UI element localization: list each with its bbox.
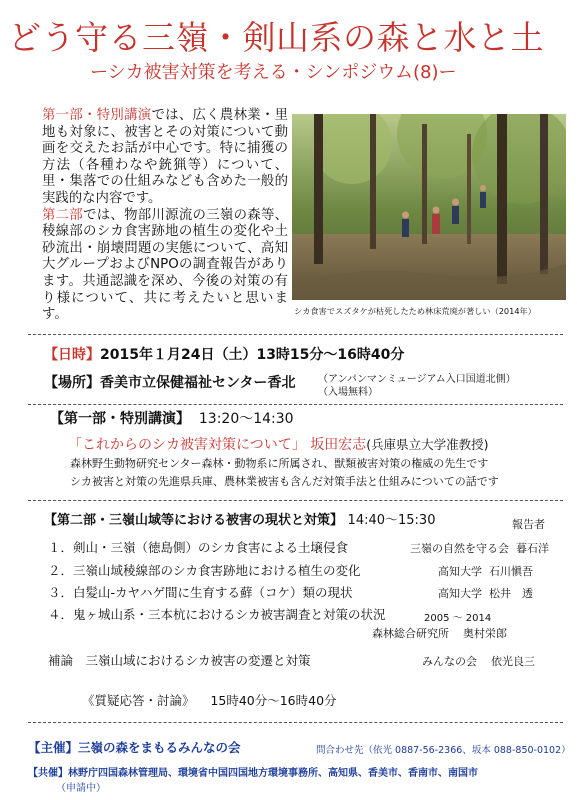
divider [28, 500, 563, 501]
part2-item-2 [48, 563, 361, 579]
forest-photo [292, 114, 566, 300]
part2-item-4-org [372, 627, 507, 641]
part1-speaker: 坂田宏志 [310, 437, 367, 453]
photo-caption: シカ食害でスズタケが枯死したため林床荒廃が著しい（2014年） [294, 306, 536, 316]
reporter-name: 依光良三 [491, 655, 535, 668]
place-note-landmark: （アンパンマンミュージアム入口国道北側） [318, 374, 516, 385]
contact-info: 問合わせ先（依光 0887-56-2366、坂本 088-850-0102） [316, 745, 571, 756]
part1-desc-2: シカ被害と対策の先進県兵庫、農林業被害も含んだ対策手法と仕組みについての話です [70, 475, 499, 488]
part1-desc-1: 森林野生動物研究センター森林・動物系に所属され、獣類被害対策の権威の先生です [70, 457, 489, 470]
organizer-row [28, 740, 241, 756]
item-text: ３．白髪山-カヤハゲ間に生育する蘚（コケ）類の現状 [48, 585, 353, 600]
reporter-header: 報告者 [512, 518, 545, 531]
intro-part2-text: では、物部川源流の三嶺の森等、稜線部のシカ食害跡地の植生の変化や土砂流出・崩壊問題の実態について、高知大グループおよびNPOの調査報告があります。共通認識を深め、今後の対策の有り様について、共に考えたいと思います。 [42, 207, 289, 323]
place-note-free: （入場無料） [318, 387, 378, 398]
part2-supplement-org [422, 655, 535, 669]
part2-item-3-org [438, 587, 533, 601]
qa-time: 15時40分～16時40分 [210, 693, 337, 708]
page-subtitle: ーシカ被害対策を考える・シンポジウム(8)ー [90, 62, 457, 83]
part1-heading-row [50, 410, 294, 428]
datetime-row [44, 344, 404, 364]
cosponsor-names: 林野庁四国森林管理局、環境省中国四国地方環境事務所、高知県、香美市、香南市、南国市 [68, 768, 478, 779]
part1-lecture-row [68, 434, 488, 454]
qa-row [82, 691, 337, 709]
part1-lecture-title: 「これからのシカ被害対策について」 [68, 437, 306, 453]
cosponsor-row [28, 764, 478, 779]
cosponsor-label: 【共催】 [28, 768, 68, 779]
page-title: どう守る三嶺・剣山系の森と水と土 [8, 18, 544, 57]
reporter-name: 松井 透 [489, 587, 533, 600]
part2-heading-row [44, 512, 435, 530]
part2-item-1-org [410, 542, 549, 556]
part2-item-4-years: 2005 ～ 2014 [424, 613, 492, 624]
datetime-label: 【日時】 [44, 347, 100, 363]
divider [28, 722, 563, 723]
part1-open-bracket: 【 [50, 411, 64, 427]
item-text: ２．三嶺山域稜線部のシカ食害跡地における植生の変化 [48, 563, 361, 578]
part1-time: 13:20～14:30 [198, 411, 294, 427]
part1-close-bracket: 】 [176, 411, 190, 427]
part2-heading: 【第二部・三嶺山域等における被害の現状と対策】 [44, 513, 344, 528]
qa-label: 《質疑応答・討論》 [82, 693, 195, 708]
reporter-name: 奥村栄郎 [463, 627, 507, 640]
part2-item-3 [48, 585, 353, 601]
reporter-name: 石川愼吾 [489, 565, 533, 578]
intro-part1-label: 第一部・特別講演 [42, 108, 152, 123]
intro-part1-text: では、広く農林業・里地も対象に、被害とその対策について動画を交えたお話が中心です。特に捕獲の方法（各種わなや銃猟等）について、里・集落での仕組みなども含めた一般的実践的な内容です。 [42, 108, 289, 206]
part2-item-2-org [438, 565, 533, 579]
reporter-org: 高知大学 [438, 565, 482, 578]
part2-time: 14:40～15:30 [347, 513, 436, 528]
divider [28, 334, 563, 335]
reporter-org: 森林総合研究所 [372, 627, 449, 640]
part2-item-1 [48, 540, 348, 556]
reporter-org: 高知大学 [438, 587, 482, 600]
organizer-label: 【主催】 [28, 740, 79, 755]
part1-affiliation: (兵庫県立大学准教授) [366, 437, 489, 452]
supplement-text: 補論 三嶺山域におけるシカ被害の変遷と対策 [48, 653, 311, 668]
part2-item-4 [48, 607, 386, 623]
datetime-value: 2015年１月24日（土）13時15分～16時40分 [100, 347, 405, 363]
cosponsor-pending: （申請中） [56, 783, 106, 794]
place-label: 【場所】 [44, 375, 100, 391]
reporter-org: みんなの会 [422, 655, 477, 668]
part1-heading: 第一部・特別講演 [64, 411, 176, 427]
intro-text [42, 108, 288, 324]
reporter-org: 三嶺の自然を守る会 [410, 542, 509, 555]
item-text: ４．鬼ヶ城山系・三本杭におけるシカ被害調査と対策の状況 [48, 607, 386, 622]
divider [28, 404, 563, 405]
place-value: 香美市立保健福祉センター香北 [100, 375, 296, 391]
place-row [44, 372, 295, 392]
intro-part2-label: 第二部 [42, 207, 84, 223]
organizer-name: 三嶺の森をまもるみんなの会 [78, 740, 241, 755]
item-text: １．剣山・三嶺（徳島側）のシカ食害による土壌侵食 [48, 540, 349, 555]
part2-supplement [48, 653, 311, 669]
reporter-name: 暮石洋 [516, 542, 549, 555]
forest-illustration [292, 114, 566, 300]
